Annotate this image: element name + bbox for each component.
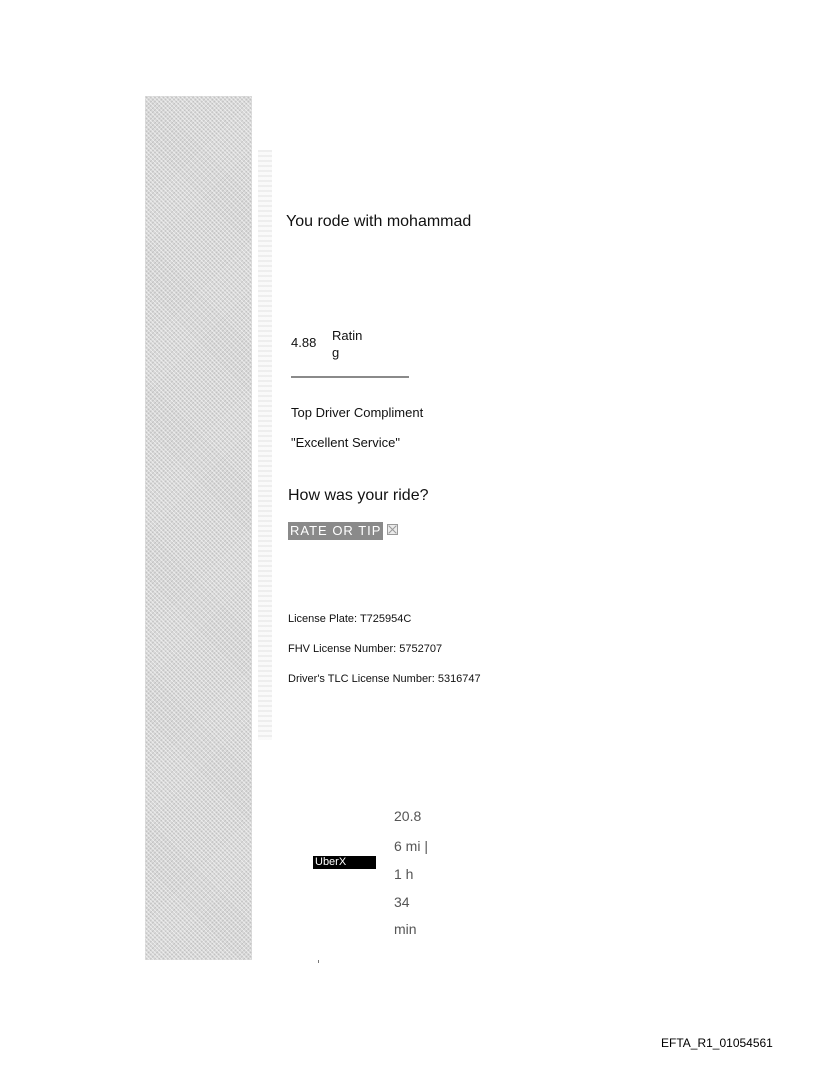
tlc-license-number: Driver's TLC License Number: 5316747 [288,673,481,685]
broken-image-icon [387,524,398,535]
rating-label: Ratin g [332,328,363,360]
rating-value: 4.88 [291,335,317,350]
trip-detail-line: min [394,921,417,937]
vehicle-type-badge: UberX [313,856,376,869]
rate-or-tip-button[interactable]: RATE OR TIP [290,523,382,538]
trip-detail-line: 34 [394,894,410,910]
divider [291,376,409,378]
driver-title: You rode with mohammad [286,213,472,230]
document-id: EFTA_R1_01054561 [661,1036,773,1050]
trip-detail-line: 6 mi | [394,838,428,854]
scan-mark [318,960,319,963]
decorative-sidebar [145,96,252,960]
fhv-license-number: FHV License Number: 5752707 [288,643,443,655]
compliment-text: "Excellent Service" [291,435,400,450]
scan-artifact-strip [258,150,272,740]
license-plate: License Plate: T725954C [288,613,412,625]
trip-detail-line: 20.8 [394,808,422,824]
compliment-heading: Top Driver Compliment [291,405,424,420]
trip-detail-line: 1 h [394,866,414,882]
feedback-question: How was your ride? [288,487,429,504]
